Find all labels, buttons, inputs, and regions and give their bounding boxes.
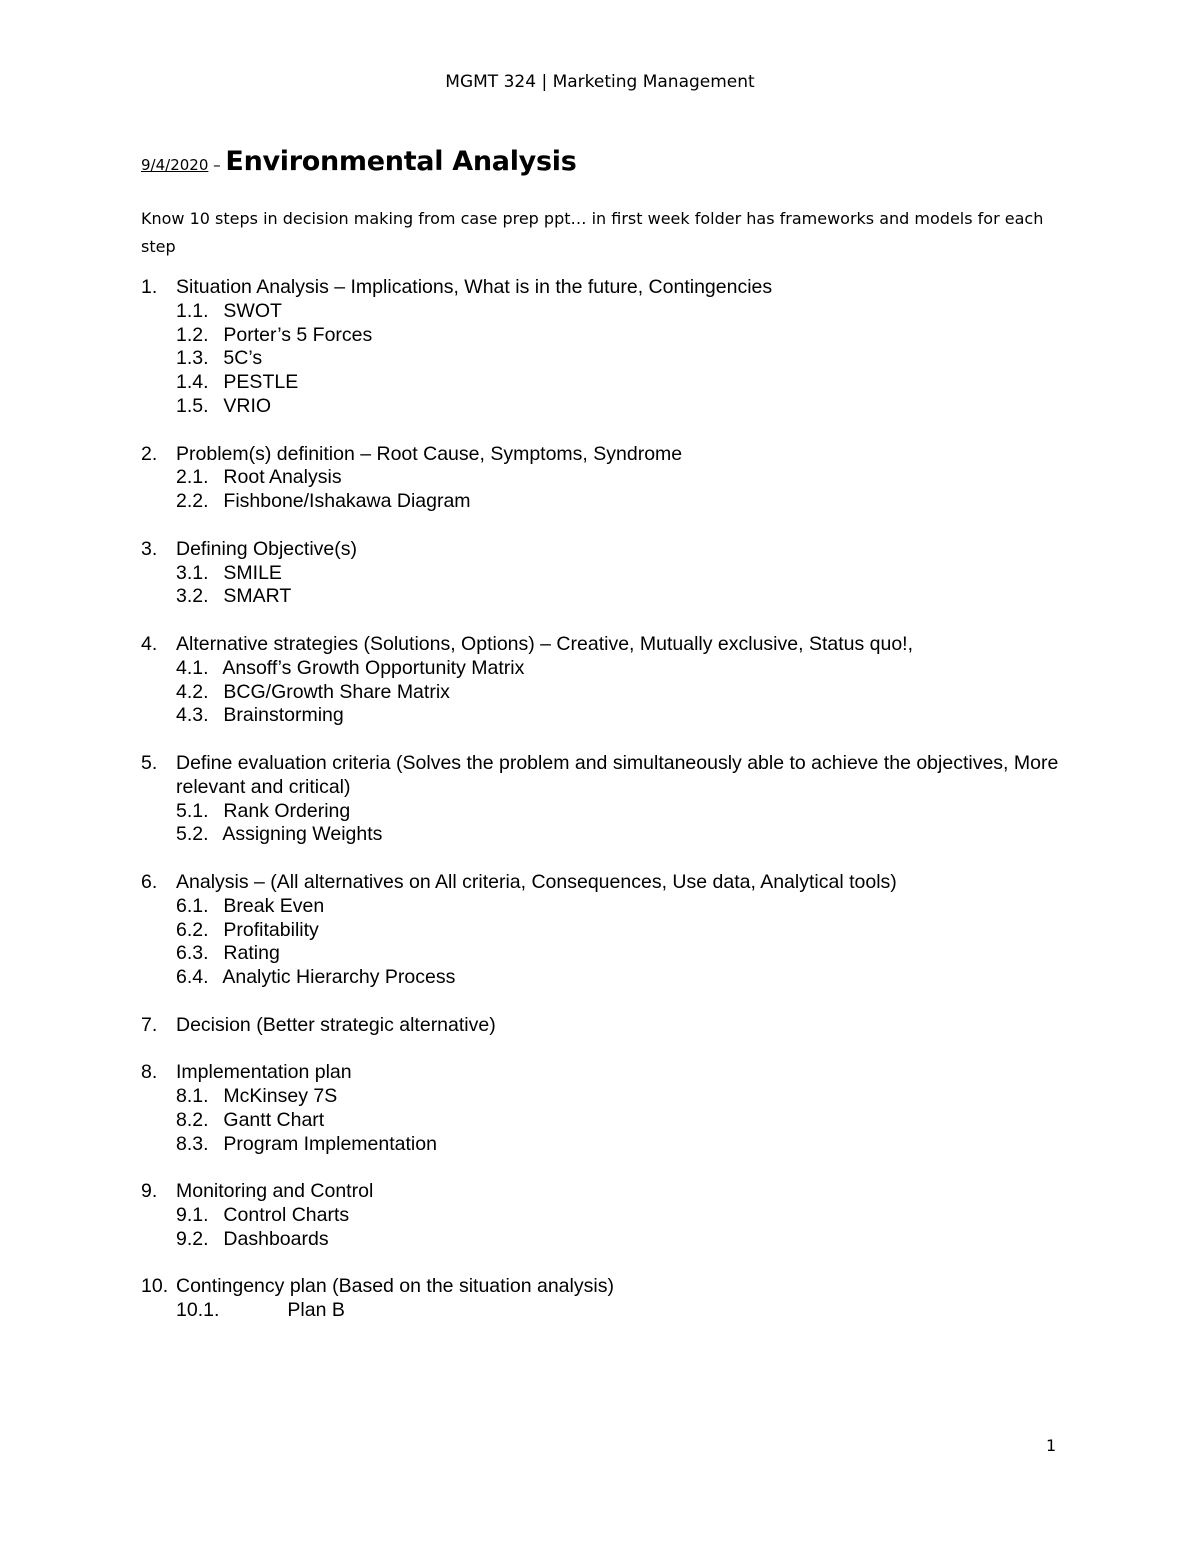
step-item (141, 443, 1081, 514)
step-text: Define evaluation criteria (Solves the problem and simultaneously able to achieve the objectives, More relevant and critical) (176, 751, 1059, 798)
substep-list (141, 1204, 1081, 1252)
step-item (141, 752, 1081, 847)
substep-text: Analytic Hierarchy Process (222, 966, 456, 989)
substep-number: 9.1. (176, 1204, 209, 1227)
step-number: 10. (141, 1275, 169, 1298)
substep-text: PESTLE (223, 371, 299, 394)
step-text: Alternative strategies (Solutions, Options) – Creative, Mutually exclusive, Status quo!, (176, 632, 914, 655)
step-text: Contingency plan (Based on the situation analysis) (176, 1275, 614, 1298)
step-item (141, 1014, 1081, 1038)
substep-text: VRIO (223, 394, 272, 417)
step-number: 6. (141, 870, 158, 893)
substep-item (176, 942, 1081, 966)
step-text: Problem(s) definition – Root Cause, Symptoms, Syndrome (176, 442, 683, 465)
step-heading (141, 538, 1081, 562)
substep-text: Porter’s 5 Forces (223, 323, 373, 346)
title-dash: – (208, 156, 226, 174)
step-heading (141, 443, 1081, 467)
substep-number: 1.2. (176, 323, 209, 346)
substep-text: Gantt Chart (223, 1108, 325, 1131)
substep-item (176, 562, 1081, 586)
document-title (141, 146, 576, 177)
substep-number: 6.4. (176, 966, 209, 989)
substep-list (141, 300, 1081, 419)
substep-text: SWOT (223, 299, 282, 322)
substep-item (176, 966, 1081, 990)
substep-item (176, 704, 1081, 728)
step-number: 2. (141, 442, 158, 465)
substep-number: 6.3. (176, 942, 209, 965)
substep-item (176, 324, 1081, 348)
substep-number: 4.1. (176, 656, 209, 679)
substep-list (141, 895, 1081, 990)
substep-item (176, 371, 1081, 395)
step-item (141, 538, 1081, 609)
substep-text: Program Implementation (223, 1132, 437, 1155)
substep-number: 9.2. (176, 1227, 209, 1250)
substep-item (176, 585, 1081, 609)
step-heading (141, 1180, 1081, 1204)
step-text: Analysis – (All alternatives on All criteria, Consequences, Use data, Analytical tools) (176, 870, 897, 893)
step-item (141, 276, 1081, 419)
title-heading: Environmental Analysis (225, 146, 577, 177)
substep-item (176, 395, 1081, 419)
substep-number: 8.1. (176, 1085, 209, 1108)
substep-number: 6.1. (176, 894, 209, 917)
step-text: Decision (Better strategic alternative) (176, 1013, 496, 1036)
substep-text: Assigning Weights (222, 823, 383, 846)
step-heading (141, 276, 1081, 300)
page-header: MGMT 324 | Marketing Management (445, 72, 755, 92)
substep-item (176, 1204, 1081, 1228)
substep-text: Fishbone/Ishakawa Diagram (223, 490, 471, 513)
step-heading (141, 1014, 1081, 1038)
step-number: 3. (141, 537, 158, 560)
substep-text: Profitability (223, 918, 319, 941)
substep-number: 5.2. (176, 823, 209, 846)
substep-item (176, 657, 1081, 681)
substep-list (141, 1299, 1081, 1323)
step-heading (141, 871, 1081, 895)
substep-item (176, 895, 1081, 919)
substep-number: 1.1. (176, 299, 209, 322)
substep-item (176, 1085, 1081, 1109)
substep-number: 5.1. (176, 799, 209, 822)
title-date: 9/4/2020 (141, 156, 209, 174)
substep-list (141, 657, 1081, 728)
substep-text: Rating (223, 942, 280, 965)
substep-number: 8.3. (176, 1132, 209, 1155)
substep-text: SMILE (223, 561, 282, 584)
substep-item (176, 300, 1081, 324)
substep-item (176, 347, 1081, 371)
page-number: 1 (1046, 1436, 1057, 1455)
substep-number: 4.2. (176, 680, 209, 703)
substep-item (176, 1228, 1081, 1252)
substep-number: 2.2. (176, 490, 209, 513)
substep-item (176, 1299, 1081, 1323)
substep-item (176, 1109, 1081, 1133)
substep-item (176, 823, 1081, 847)
step-text: Defining Objective(s) (176, 537, 357, 560)
step-text: Implementation plan (176, 1061, 352, 1084)
substep-text: Control Charts (223, 1204, 350, 1227)
step-item (141, 871, 1081, 990)
substep-text: Dashboards (223, 1227, 329, 1250)
substep-item (176, 681, 1081, 705)
substep-number: 3.2. (176, 585, 209, 608)
intro-paragraph: Know 10 steps in decision making from case prep ppt… in first week folder has frameworks and models for each step (141, 209, 1044, 256)
step-heading (141, 752, 1081, 800)
step-item (141, 1061, 1081, 1156)
substep-text: Root Analysis (223, 466, 342, 489)
substep-item (176, 1133, 1081, 1157)
substep-text: McKinsey 7S (223, 1085, 338, 1108)
substep-text: Brainstorming (223, 704, 344, 727)
step-heading (141, 633, 1081, 657)
step-item (141, 1180, 1081, 1251)
step-text: Situation Analysis – Implications, What is in the future, Contingencies (176, 276, 773, 298)
step-item (141, 1275, 1081, 1323)
substep-item (176, 490, 1081, 514)
step-number: 7. (141, 1013, 158, 1036)
substep-number: 3.1. (176, 561, 209, 584)
substep-text: BCG/Growth Share Matrix (223, 680, 450, 703)
step-number: 5. (141, 751, 158, 774)
substep-list (141, 466, 1081, 514)
substep-item (176, 466, 1081, 490)
step-number: 1. (141, 276, 158, 298)
substep-list (141, 800, 1081, 848)
substep-number: 8.2. (176, 1108, 209, 1131)
substep-number: 6.2. (176, 918, 209, 941)
step-number: 4. (141, 632, 158, 655)
step-heading (141, 1275, 1081, 1299)
substep-number: 2.1. (176, 466, 209, 489)
substep-text: Plan B (287, 1299, 345, 1322)
substep-list (141, 562, 1081, 610)
substep-text: 5C’s (223, 347, 263, 370)
step-text: Monitoring and Control (176, 1180, 374, 1203)
substep-number: 4.3. (176, 704, 209, 727)
substep-list (141, 1085, 1081, 1156)
substep-text: SMART (223, 585, 292, 608)
step-number: 8. (141, 1061, 158, 1084)
substep-text: Ansoff’s Growth Opportunity Matrix (222, 656, 525, 679)
substep-number: 1.3. (176, 347, 209, 370)
step-heading (141, 1061, 1081, 1085)
substep-text: Rank Ordering (223, 799, 351, 822)
steps-list (141, 276, 1081, 1347)
substep-number: 10.1. (176, 1299, 220, 1322)
step-item (141, 633, 1081, 728)
substep-number: 1.4. (176, 371, 209, 394)
substep-item (176, 800, 1081, 824)
step-number: 9. (141, 1180, 158, 1203)
substep-item (176, 919, 1081, 943)
substep-number: 1.5. (176, 394, 209, 417)
substep-text: Break Even (223, 894, 325, 917)
